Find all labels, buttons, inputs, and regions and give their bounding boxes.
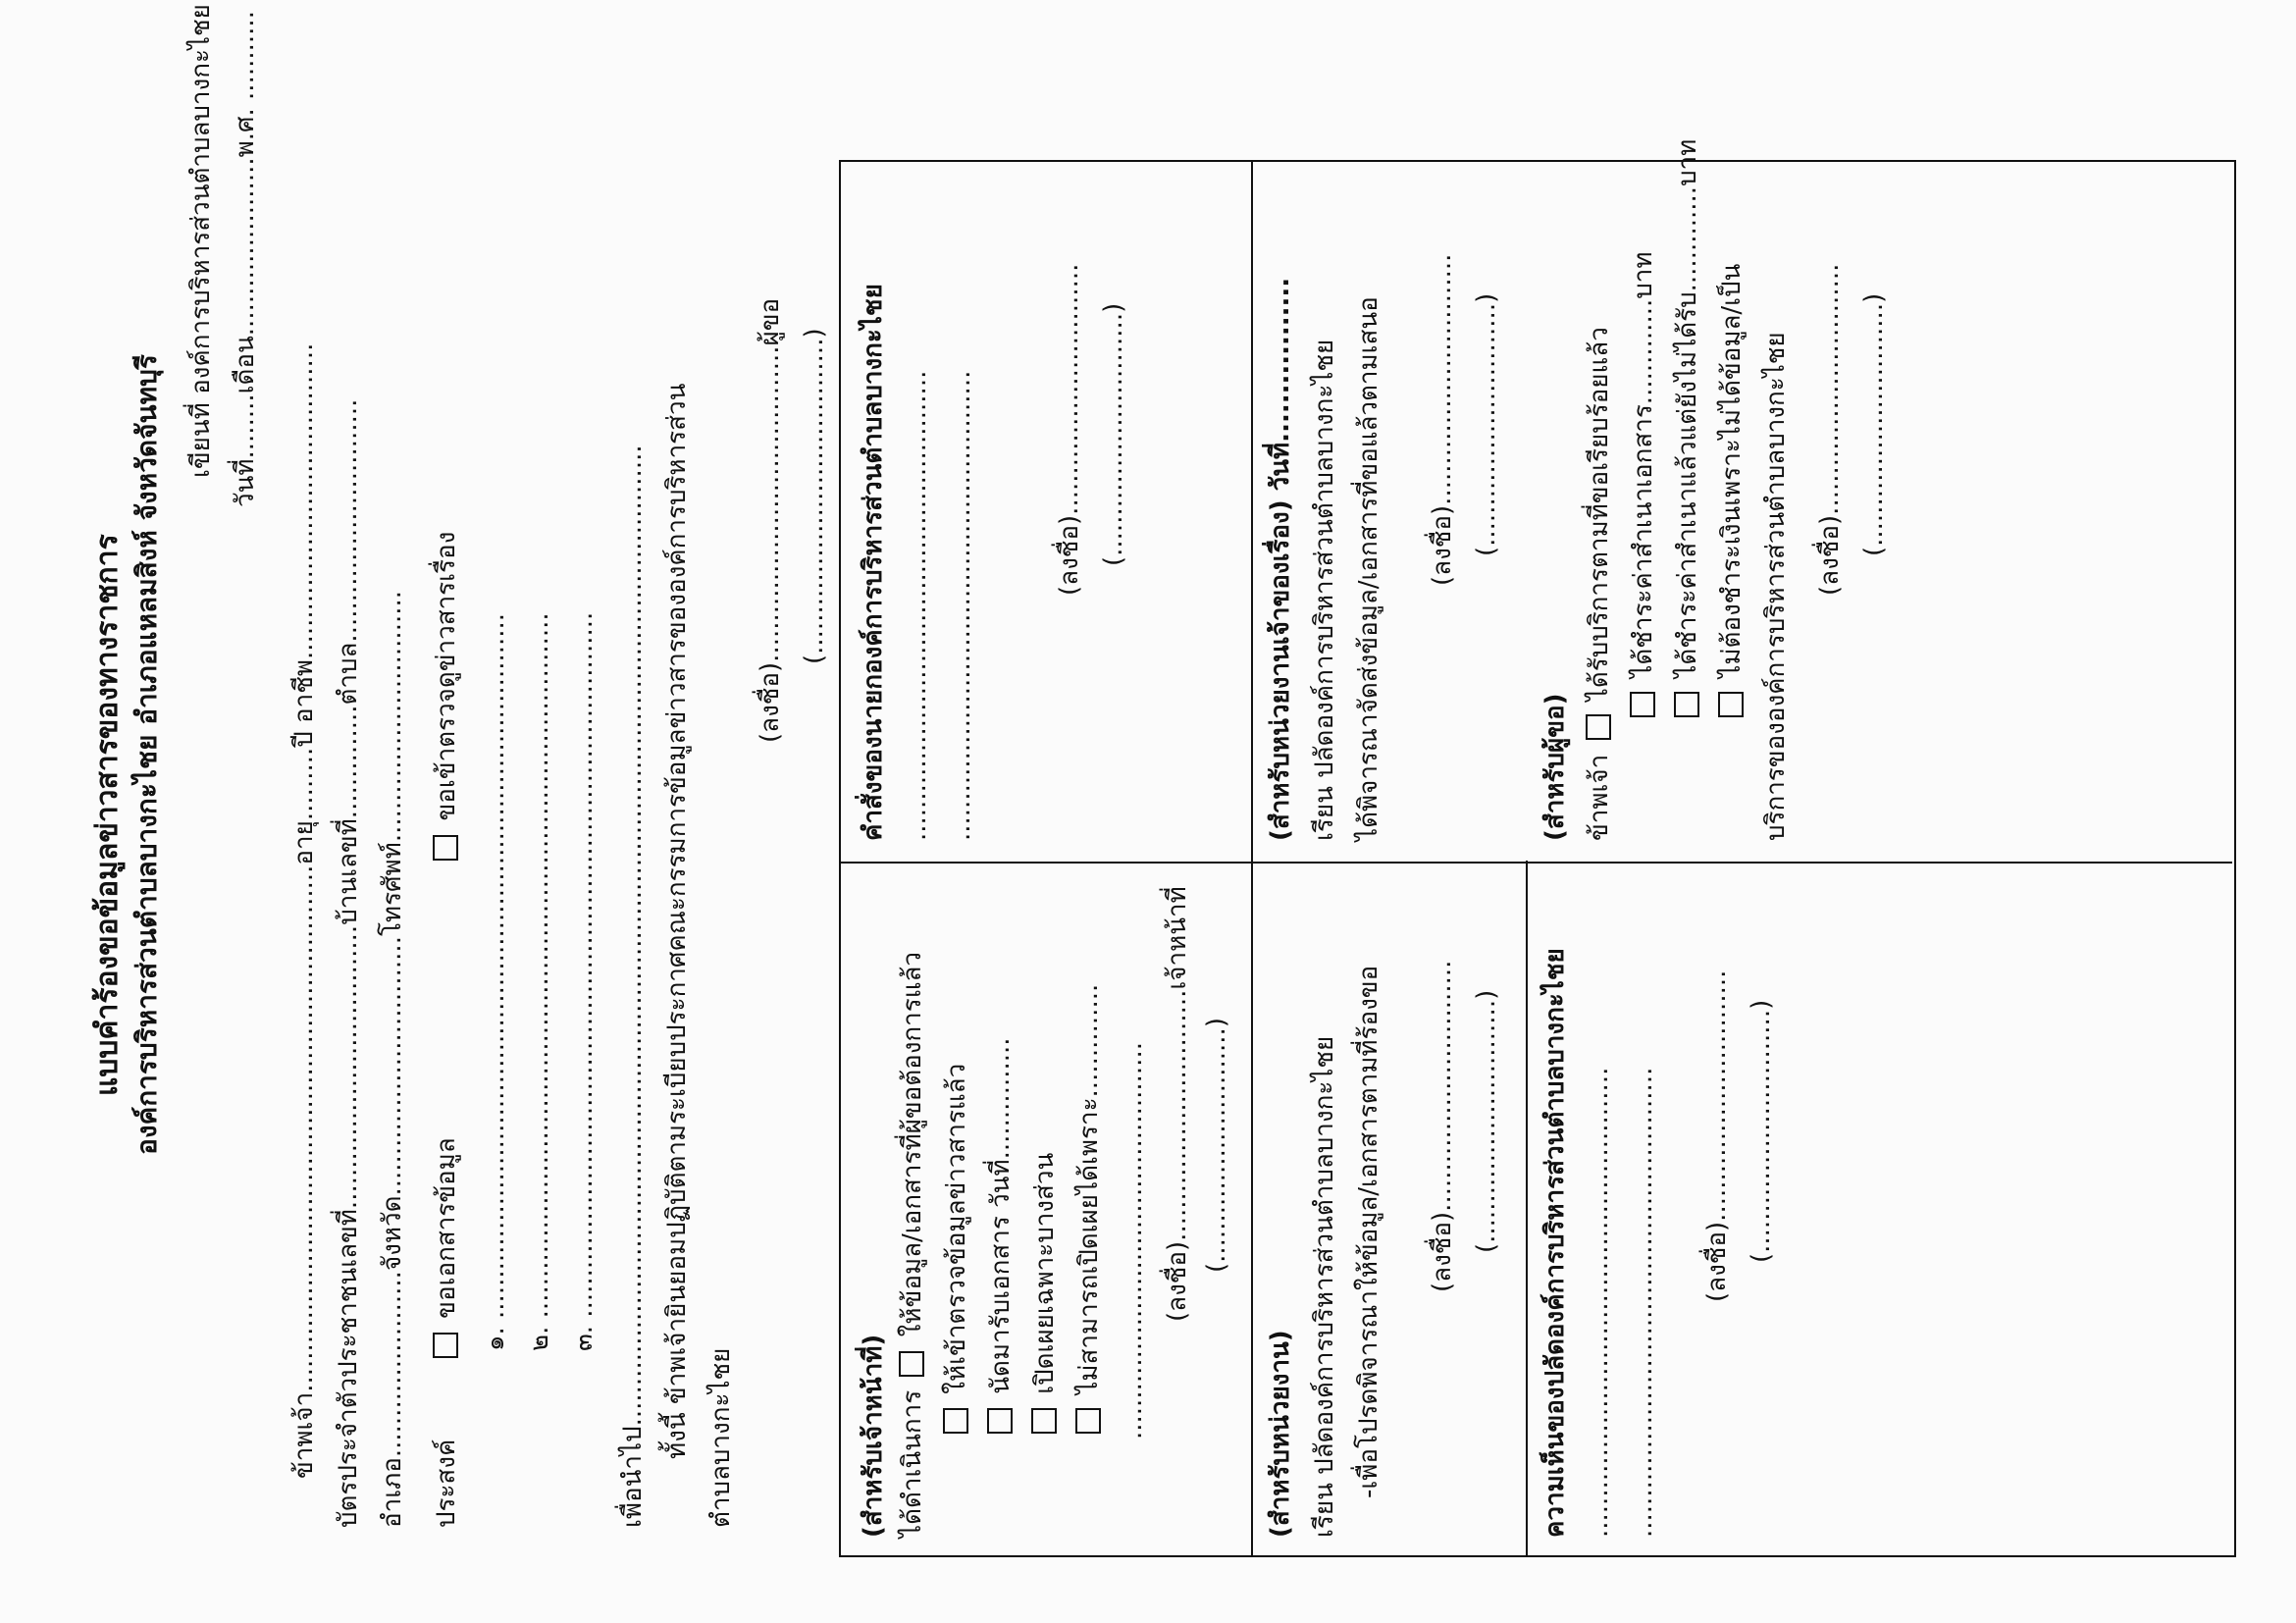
requester-signature-name: (..............................) (1859, 292, 1889, 556)
item-3: ๓. ....................................................................................... (569, 611, 599, 1351)
officer-option-row-3 (986, 1037, 1016, 1440)
purpose-row (432, 532, 461, 1528)
deputy-signature-name: (..............................) (1747, 999, 1776, 1263)
agency-return-heading: (สำหรับหน่วยงานเจ้าของเรื่อง) วันที่................. (1266, 277, 1295, 841)
officer-signature: (ลงชื่อ)...............................เจ้าหน้าที่ (1163, 886, 1192, 1322)
form-subtitle: องค์การบริหารส่วนตำบลบางกะไชย อำเภอแหลมสิงห์ จังหวัดจันทบุรี (130, 354, 163, 1155)
agency-return-line-2: ได้พิจารณาจัดส่งข้อมูล/เอกสารที่ขอแล้วตามเสนอ (1354, 296, 1383, 841)
agency-return-signature-name: (..............................) (1472, 292, 1501, 556)
requester-line-1: ข้าพเจ้า (1585, 754, 1614, 841)
declaration-2: ตำบลบางกะไชย (706, 1347, 736, 1528)
requester-option-2: ได้ชำระค่าสำเนาเอกสาร.............บาท (1629, 251, 1658, 678)
applicant-signature: (ลงชื่อ).......................................ผู้ขอ (756, 297, 785, 743)
purpose-label: ประสงค์ (432, 1439, 461, 1528)
agency-line-2: -เพื่อโปรดพิจารณาให้ข้อมูล/เอกสารตามที่ร้องขอ (1354, 965, 1383, 1498)
officer-option-2: ให้เข้าตรวจข้อมูลข่าวสารแล้ว (942, 1063, 971, 1394)
requester-heading: (สำหรับผู้ขอ) (1540, 693, 1570, 841)
officer-heading: (สำหรับเจ้าหน้าที่) (859, 1334, 888, 1538)
deputy-heading: ความเห็นของปลัดองค์การบริหารส่วนตำบลบางกะไชย (1540, 948, 1570, 1538)
requester-signature: (ลงชื่อ)............................... (1815, 263, 1845, 596)
officer-option-4: เปิดเผยเฉพาะบางส่วน (1030, 1152, 1060, 1394)
officer-option-row-2 (942, 1064, 971, 1440)
requester-checkbox-4[interactable] (1718, 692, 1744, 717)
requester-row-3 (1673, 139, 1702, 723)
grid-divider-1 (1251, 162, 1253, 1557)
applicant-line-3: อำเภอ.......................จังหวัด................................โทรศัพท์............................... (378, 590, 407, 1528)
requester-row-1 (1585, 327, 1614, 841)
officer-checkbox-5[interactable] (1075, 1408, 1101, 1434)
officer-option-row-5 (1074, 984, 1104, 1440)
copy-checkbox[interactable] (433, 1333, 458, 1358)
requester-checkbox-2[interactable] (1630, 692, 1655, 717)
mayor-order-signature-name: (..............................) (1099, 302, 1128, 566)
grid-divider-2 (1526, 861, 1528, 1557)
officer-option-1: ให้ข้อมูล/เอกสารที่ผู้ขอต้องการแล้ว (898, 951, 927, 1337)
officer-checkbox-2[interactable] (943, 1408, 968, 1434)
requester-option-4: ไม่ต้องชำระเงินเพราะไม่ได้ข้อมูล/เป็น (1717, 263, 1747, 678)
deputy-blank-2: .......................................................... (1629, 1067, 1658, 1538)
written-at: เขียนที่ องค์การบริหารส่วนตำบลบางกะไชย (186, 4, 216, 478)
mayor-order-blank-2: .......................................................... (947, 370, 976, 841)
requester-checkbox-1[interactable] (1586, 715, 1611, 741)
requester-option-4b: บริการขององค์การบริหารส่วนตำบลบางกะไชย (1761, 332, 1791, 841)
officer-checkbox-3[interactable] (987, 1408, 1013, 1434)
agency-signature: (ลงชื่อ)............................... (1428, 960, 1457, 1292)
requester-option-3: ได้ชำระค่าสำเนาแล้วแต่ยังไม่ได้รับ.............บาท (1673, 138, 1702, 678)
applicant-signature-name: (.......................................) (800, 328, 829, 664)
officer-checkbox-4[interactable] (1031, 1408, 1057, 1434)
mayor-order-signature: (ลงชื่อ)............................... (1055, 263, 1084, 596)
requester-checkbox-3[interactable] (1674, 692, 1699, 717)
officer-action-checkbox[interactable] (899, 1351, 924, 1377)
deputy-blank-1: .......................................................... (1585, 1067, 1614, 1538)
requester-option-1: ได้รับบริการตามที่ขอเรียบร้อยแล้ว (1585, 327, 1614, 702)
requester-row-4 (1717, 264, 1747, 723)
form-sheet (34, 4, 2291, 1606)
officer-action-label: ได้ดำเนินการ (898, 1389, 927, 1538)
officer-signature-name: (.............................) (1202, 1018, 1231, 1273)
view-option-label: ขอเข้าตรวจดูข่าวสารเรื่อง (432, 531, 461, 821)
officer-option-3: นัดมารับเอกสาร วันที่............... (986, 1037, 1016, 1394)
requester-row-2 (1629, 252, 1658, 723)
deputy-signature: (ลงชื่อ)............................... (1702, 969, 1732, 1302)
officer-blank: ................................................. (1119, 1042, 1148, 1440)
copy-option-label: ขอเอกสารข้อมูล (432, 1137, 461, 1319)
agency-return-signature: (ลงชื่อ)............................... (1428, 253, 1457, 586)
for-use-line: เพื่อนำไป......................................................................................................................... (618, 445, 648, 1528)
applicant-line-2: บัตรประจำตัวประชาชนเลขที่...................................บ้านเลขที่..............ตำบล.............................. (334, 398, 363, 1528)
officer-option-row-4 (1030, 1153, 1060, 1440)
grid-divider-vertical (839, 862, 2232, 864)
item-2: ๒. ....................................................................................... (525, 612, 554, 1351)
officer-option-5: ไม่สามารถเปิดเผยได้เพราะ.............. (1074, 983, 1104, 1394)
form-title: แบบคำร้องขอข้อมูลข่าวสารของทางราชการ (90, 534, 125, 1096)
item-1: ๑. ....................................................................................... (481, 612, 510, 1351)
declaration: ทั้งนี้ ข้าพเจ้ายินยอมปฏิบัติตามระเบียบประกาศคณะกรรมการข้อมูลข่าวสารขององค์การบริหารส่วน (662, 383, 692, 1459)
agency-line-1: เรียน ปลัดองค์การบริหารส่วนตำบลบางกะไชย (1310, 1035, 1339, 1538)
agency-heading: (สำหรับหน่วยงาน) (1266, 1330, 1295, 1538)
applicant-line-1: ข้าพเจ้า.................................................................อายุ.........ปี อาชีพ....................................... (289, 342, 319, 1479)
view-checkbox[interactable] (433, 835, 458, 861)
date-line: วันที่........เดือน......................พ.ศ. ........... (231, 11, 260, 507)
mayor-order-blank-1: .......................................................... (903, 370, 932, 841)
mayor-order-heading: คำสั่งของนายกองค์การบริหารส่วนตำบลบางกะไชย (859, 284, 888, 841)
agency-signature-name: (..............................) (1472, 989, 1501, 1253)
agency-return-line-1: เรียน ปลัดองค์การบริหารส่วนตำบลบางกะไชย (1310, 339, 1339, 841)
officer-action-row (898, 952, 927, 1538)
